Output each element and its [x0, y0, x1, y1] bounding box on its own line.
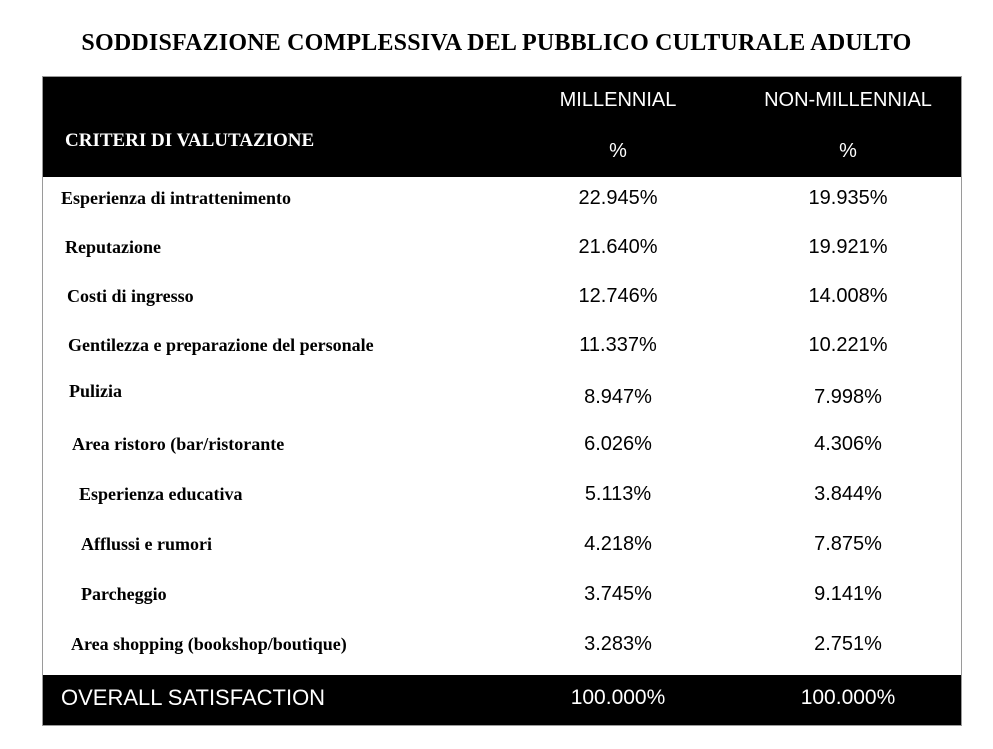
row-label: Parcheggio: [81, 584, 167, 604]
millennial-value: 3.283%: [584, 633, 652, 655]
non-millennial-value: 7.998%: [814, 386, 882, 408]
table-row: [43, 177, 961, 225]
non-millennial-header: NON-MILLENNIAL: [764, 89, 932, 111]
table-row: [43, 324, 961, 372]
millennial-value: 21.640%: [578, 236, 658, 258]
overall-millennial-value: 100.000%: [570, 686, 666, 709]
table-row: [43, 623, 961, 671]
millennial-value: 5.113%: [584, 483, 652, 505]
page-title: SODDISFAZIONE COMPLESSIVA DEL PUBBLICO CULTURALE ADULTO: [81, 30, 912, 56]
non-millennial-value: 10.221%: [808, 334, 888, 356]
non-millennial-value: 19.935%: [808, 187, 888, 209]
table-row: [43, 423, 961, 471]
row-label: Costi di ingresso: [67, 286, 194, 306]
criteria-header: CRITERI DI VALUTAZIONE: [65, 130, 315, 151]
millennial-value: 4.218%: [584, 533, 652, 555]
row-label: Esperienza di intrattenimento: [61, 188, 291, 208]
table-row: [43, 573, 961, 621]
non-millennial-unit: %: [839, 140, 857, 162]
row-label: Reputazione: [65, 237, 161, 257]
non-millennial-value: 9.141%: [814, 583, 882, 605]
non-millennial-value: 7.875%: [814, 533, 882, 555]
row-label: Afflussi e rumori: [81, 534, 212, 554]
millennial-value: 11.337%: [579, 334, 657, 356]
table-row: [43, 373, 961, 421]
non-millennial-value: 2.751%: [814, 633, 882, 655]
row-label: Area ristoro (bar/ristorante: [72, 434, 285, 454]
non-millennial-value: 3.844%: [814, 483, 882, 505]
row-label: Area shopping (bookshop/boutique): [71, 634, 347, 654]
non-millennial-value: 19.921%: [808, 236, 888, 258]
table-row: [43, 523, 961, 571]
table-footer: [43, 675, 961, 725]
millennial-unit: %: [609, 140, 627, 162]
table-header: [43, 77, 961, 177]
non-millennial-value: 4.306%: [814, 433, 882, 455]
non-millennial-value: 14.008%: [808, 285, 888, 307]
table-row: [43, 275, 961, 323]
row-label: Esperienza educativa: [79, 484, 243, 504]
millennial-header: MILLENNIAL: [559, 89, 677, 111]
millennial-value: 3.745%: [584, 583, 652, 605]
satisfaction-table: [42, 76, 962, 726]
millennial-value: 12.746%: [578, 285, 658, 307]
table-row: [43, 226, 961, 274]
row-label: Pulizia: [69, 381, 122, 401]
row-label: Gentilezza e preparazione del personale: [68, 335, 374, 355]
millennial-value: 22.945%: [578, 187, 658, 209]
table-row: [43, 473, 961, 521]
millennial-value: 8.947%: [584, 386, 652, 408]
overall-non-millennial-value: 100.000%: [800, 686, 896, 709]
millennial-value: 6.026%: [584, 433, 652, 455]
overall-label: OVERALL SATISFACTION: [61, 685, 326, 710]
